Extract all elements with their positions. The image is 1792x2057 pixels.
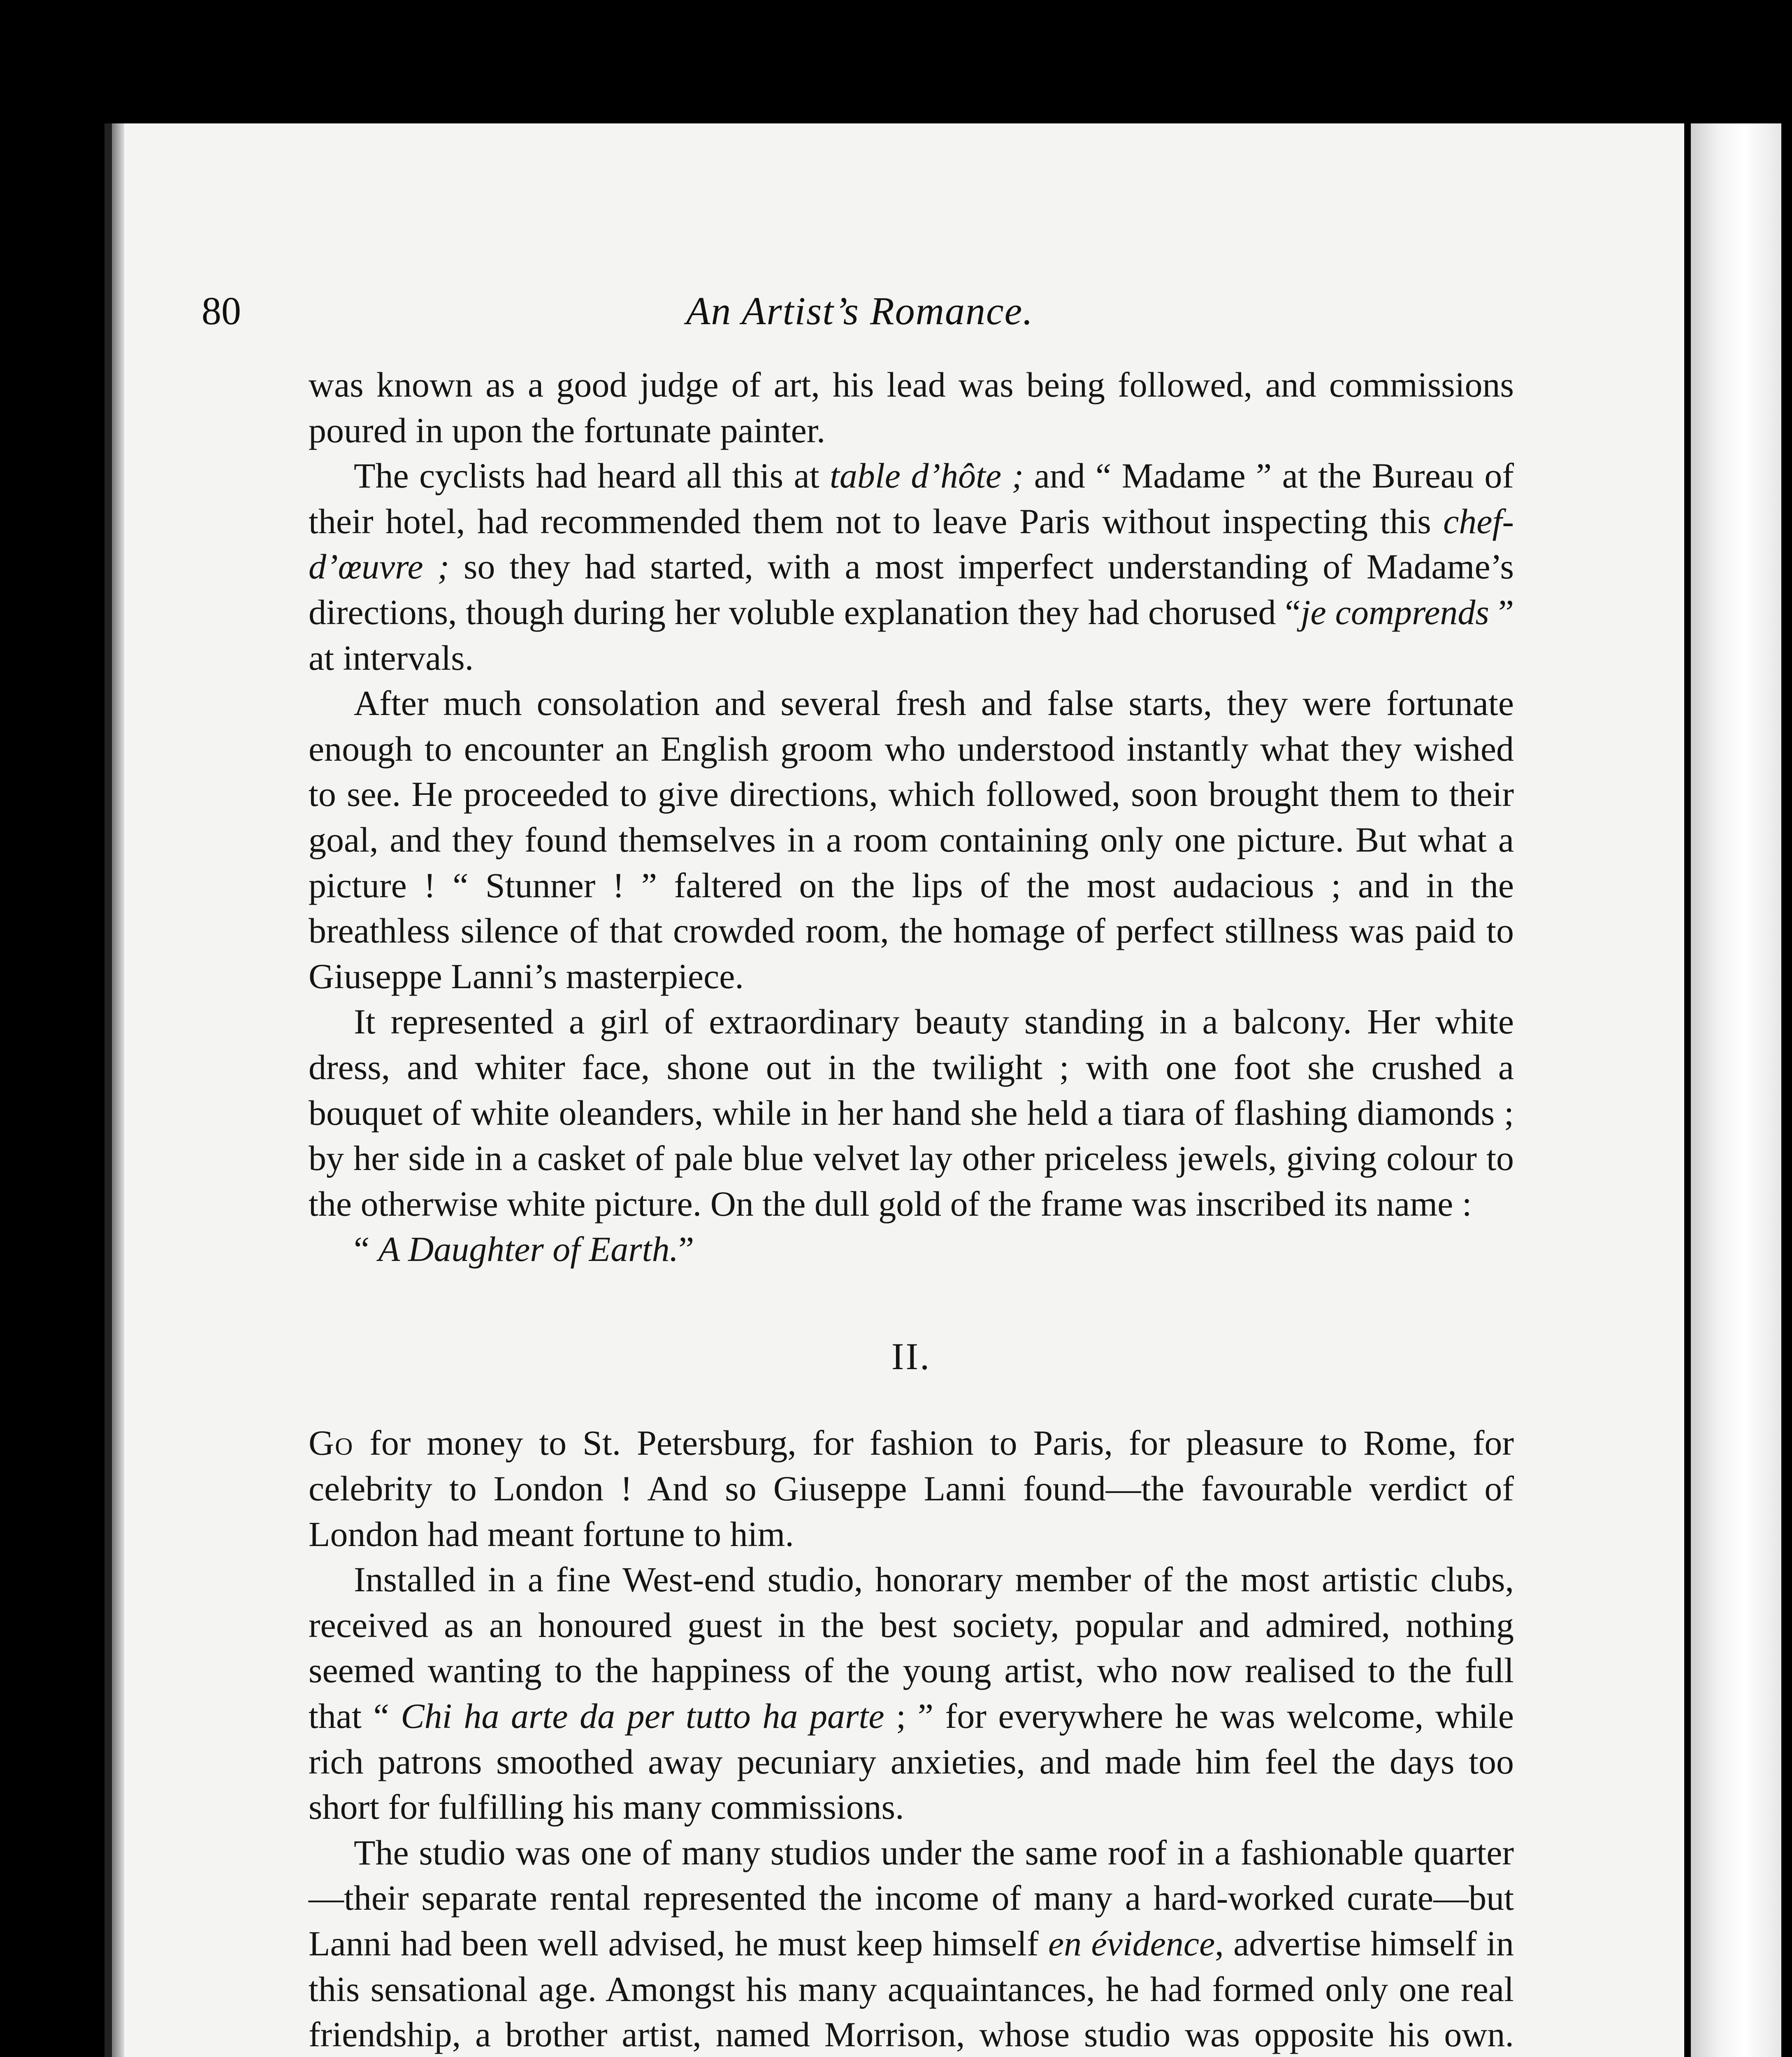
running-title: An Artist’s Romance. <box>686 289 1034 333</box>
text-run: ; ” for everywhere he was welcome, while rich patrons smoothed away pecuniary anxieties, and made him feel the days too short for fulfilling his many commissions. <box>309 1696 1514 1827</box>
italic-phrase: en évidence <box>1048 1924 1215 1963</box>
paragraph-studio <box>309 1557 1514 1830</box>
paragraph-continued: was known as a good judge of art, his lead was being followed, and commissions poured in upon the fortunate painter. <box>309 365 1514 450</box>
italic-phrase: chef-d’œuvre ; <box>309 501 1514 587</box>
paragraph-london <box>309 1420 1514 1557</box>
text-run: for money to St. Petersburg, for fashion to Paris, for pleasure to Rome, for celebrity to London ! And so Giuseppe Lanni found—the favourable verdict of London had meant fortune to him. <box>309 1423 1514 1554</box>
text-run: The studio was one of many studios under the same roof in a fashionable quarter—their separate rental represented the income of many a hard-worked curate—but Lanni had been well advised, he must keep himself <box>309 1832 1514 1963</box>
text-run: so they had started, with a most imperfect understanding of Madame’s directions, though during her voluble explanation they had chorused “ <box>309 547 1514 632</box>
paragraph-cyclists <box>309 453 1514 680</box>
painting-name: A Daughter of Earth. <box>378 1229 679 1269</box>
italic-phrase: je comprends <box>1300 592 1489 632</box>
paragraph-painting: It represented a girl of extraordinary beauty standing in a balcony. Her white dress, and whiter face, shone out in the twilight ; with one foot she crushed a bouquet of white oleanders, while in her hand she held a tiara of flashing diamonds ; by her side in a casket of pale blue velvet lay other priceless jewels, giving colour to the otherwise white picture. On the dull gold of the frame was inscribed its name : <box>309 1002 1514 1224</box>
page-text <box>309 362 1514 2057</box>
section-heading: II. <box>891 1335 931 1377</box>
paragraph-groom: After much consolation and several fresh and false starts, they were fortunate enough to encounter an English groom who understood instantly what they wished to see. He proceeded to give directions, which followed, soon brought them to their goal, and they found themselves in a room containing only one picture. But what a picture ! “ Stunner ! ” faltered on the lips of the most audacious ; and in the breathless silence of that crowded room, the homage of perfect stillness was paid to Giuseppe Lanni’s masterpiece. <box>309 683 1514 996</box>
italic-phrase: table d’hôte ; <box>830 456 1024 496</box>
open-quote: “ <box>354 1229 378 1269</box>
next-page-edge <box>1691 123 1781 2057</box>
text-run: ” at intervals. <box>309 592 1514 678</box>
text-run: Installed in a fine West-end studio, honorary member of the most artistic clubs, received as an honoured guest in the best society, popular and admired, nothing seemed wanting to the happiness of the young artist, who now realised to the full that “ <box>309 1560 1514 1736</box>
painting-title <box>309 1226 1514 1272</box>
close-quote: ” <box>678 1229 694 1269</box>
text-run: , advertise himself in this sensational age. Amongst his many acquaintances, he had formed only one real friendship, a brother artist, named Morrison, whose studio was opposite his own. <box>309 1924 1514 2055</box>
paragraph-quarter <box>309 1830 1514 2057</box>
drop-word: Go <box>309 1423 354 1463</box>
text-run: The cyclists had heard all this at <box>354 456 830 496</box>
page-number: 80 <box>202 289 241 333</box>
text-run: and “ Madame ” at the Bureau of their hotel, had recommended them not to leave Paris without inspecting this <box>309 456 1514 541</box>
italic-phrase: Chi ha arte da per tutto ha parte <box>401 1696 884 1736</box>
gutter-shadow <box>112 123 124 2057</box>
page-header <box>202 288 1518 346</box>
